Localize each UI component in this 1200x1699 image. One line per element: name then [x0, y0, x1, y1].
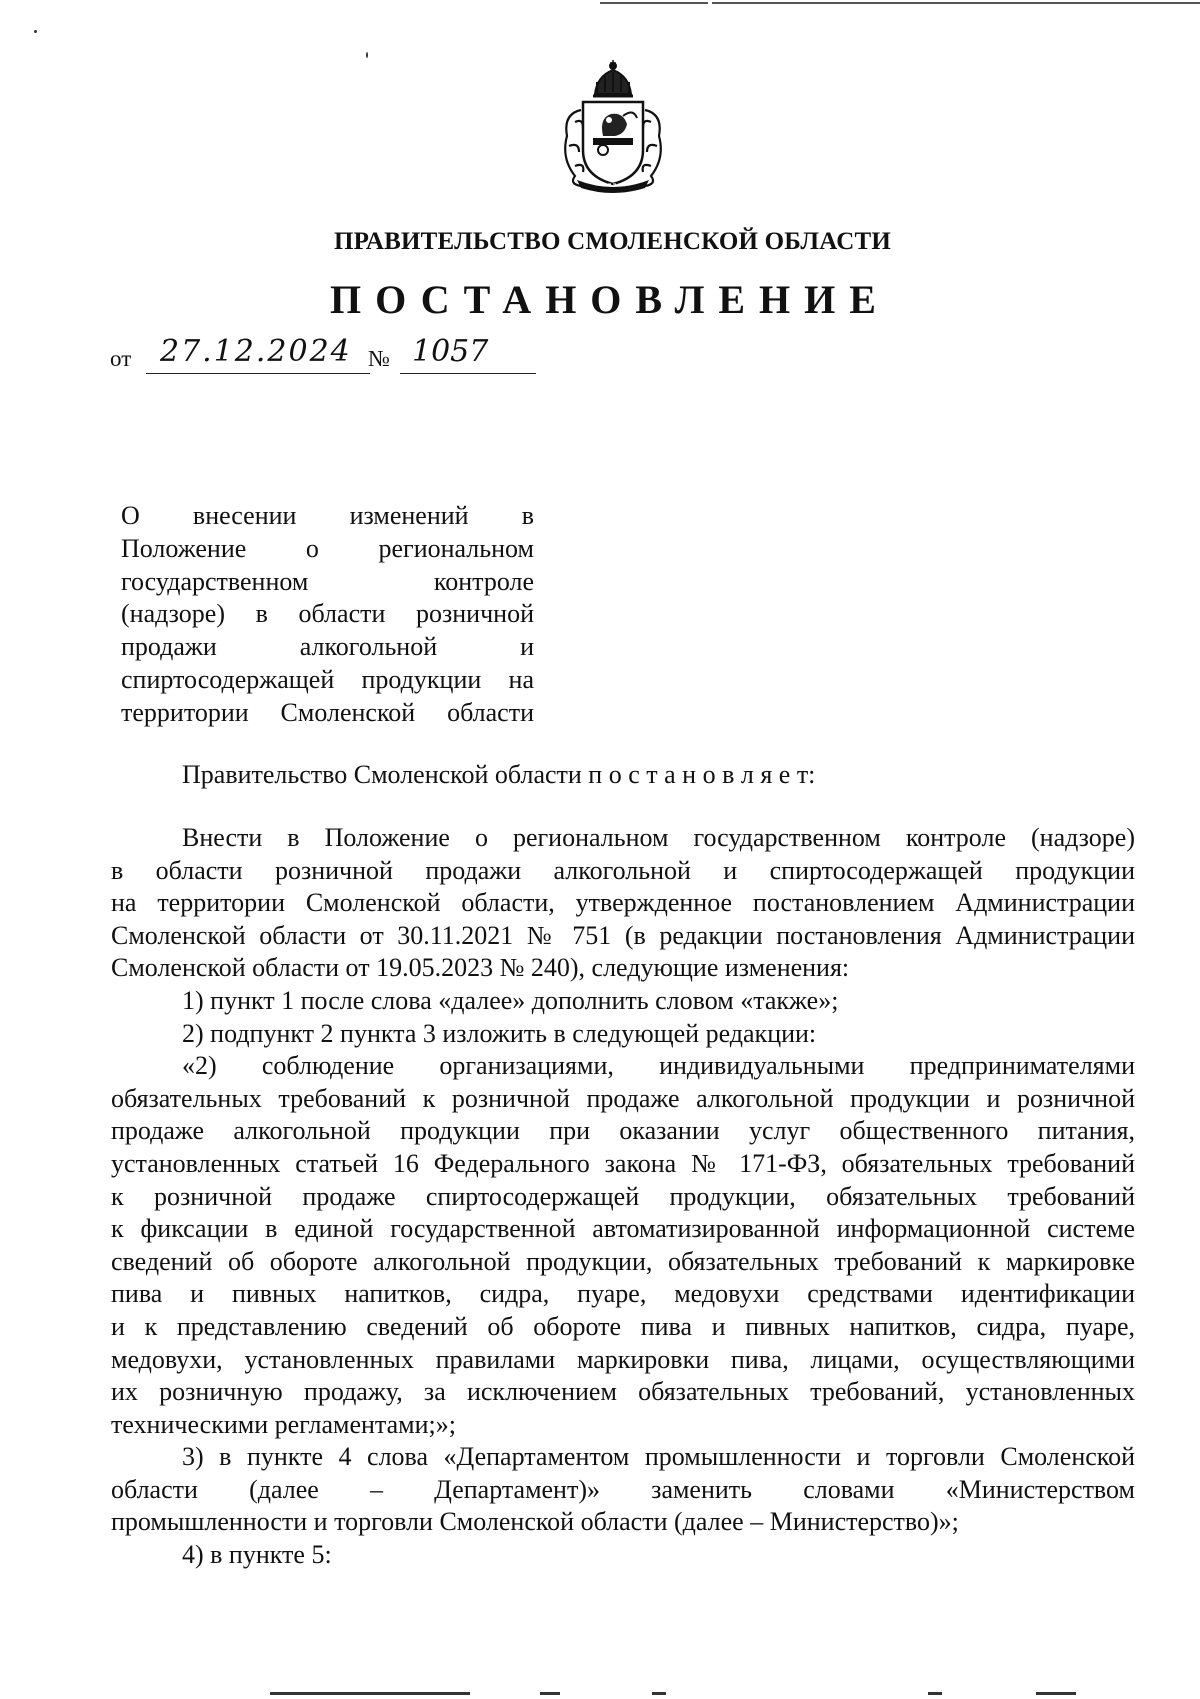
scan-edge-line [652, 1692, 666, 1695]
subject-line: продажи алкогольной и [121, 632, 534, 662]
body-line: Смоленской области от 30.11.2021 № 751 (в редакции постановления Администрации [111, 920, 1135, 950]
scan-edge-line [1036, 1692, 1076, 1695]
subject-line: О внесении изменений в [121, 501, 534, 530]
body-line: на территории Смоленской области, утвержденное постановлением Администрации [111, 888, 1135, 918]
body-line: и к представлению сведений об обороте пива и пивных напитков, сидра, пуаре, [111, 1311, 1135, 1341]
scan-edge-line [712, 2, 1200, 4]
body-line: 1) пункт 1 после слова «далее» дополнить словом «также»; [182, 985, 839, 1015]
scan-edge-line [928, 1692, 942, 1695]
subject-line: спиртосодержащей продукции на [121, 664, 534, 694]
body-line: обязательных требований к розничной продаже алкогольной продукции и розничной [111, 1083, 1135, 1113]
body-line: установленных статьей 16 Федерального закона № 171-ФЗ, обязательных требований [111, 1148, 1135, 1178]
body-line: медовухи, установленных правилами маркировки пива, лицами, осуществляющими [111, 1344, 1135, 1374]
body-line: к фиксации в единой государственной автоматизированной информационной системе [111, 1214, 1135, 1244]
body-line: сведений об обороте алкогольной продукции, обязательных требований к маркировке [111, 1246, 1135, 1276]
body-line: Смоленской области от 19.05.2023 № 240), следующие изменения: [111, 953, 850, 983]
body-line: продаже алкогольной продукции при оказании услуг общественного питания, [111, 1116, 1135, 1146]
coat-of-arms-emblem [553, 58, 673, 194]
body-line: 3) в пункте 4 слова «Департаментом промышленности и торговли Смоленской [182, 1442, 1135, 1472]
subject-line: государственном контроле [121, 566, 534, 596]
body-line: техническими регламентами;»; [111, 1409, 456, 1439]
date-number-line [110, 334, 540, 384]
scan-edge-line [540, 1692, 560, 1695]
handwritten-date: 27.12.2024 [146, 334, 370, 374]
body-line: области (далее – Департамент)» заменить словами «Министерством [111, 1474, 1135, 1504]
body-text [111, 822, 1135, 1572]
body-line: пива и пивных напитков, сидра, пуаре, медовухи средствами идентификации [111, 1279, 1135, 1309]
scan-edge-line [270, 1692, 470, 1695]
decree-statement: Правительство Смоленской области п о с т а н о в л я е т: [182, 760, 816, 789]
body-line: их розничную продажу, за исключением обязательных требований, установленных [111, 1377, 1135, 1407]
subject-line: территории Смоленской области [121, 697, 534, 727]
document-type-title: ПОСТАНОВЛЕНИЕ [330, 277, 890, 322]
scan-edge-line [600, 2, 708, 4]
body-line: «2) соблюдение организациями, индивидуальными предпринимателями [182, 1051, 1135, 1081]
body-line: 2) подпункт 2 пункта 3 изложить в следующей редакции: [182, 1018, 817, 1048]
government-title: ПРАВИТЕЛЬСТВО СМОЛЕНСКОЙ ОБЛАСТИ [333, 228, 891, 255]
body-line: 4) в пункте 5: [182, 1540, 332, 1570]
body-line: в области розничной продажи алкогольной и спиртосодержащей продукции [111, 855, 1135, 885]
scan-speck [34, 30, 37, 33]
number-label: № [368, 346, 390, 371]
scan-speck [366, 52, 368, 58]
date-label: от [110, 346, 132, 371]
body-line: к розничной продаже спиртосодержащей продукции, обязательных требований [111, 1181, 1135, 1211]
body-line: промышленности и торговли Смоленской области (далее – Министерство)»; [111, 1507, 959, 1537]
subject-heading [121, 500, 534, 730]
body-line: Внести в Положение о региональном государственном контроле (надзоре) [182, 823, 1135, 852]
subject-line: Положение о региональном [121, 533, 534, 563]
handwritten-number: 1057 [400, 334, 536, 374]
subject-line: (надзоре) в области розничной [121, 599, 534, 629]
